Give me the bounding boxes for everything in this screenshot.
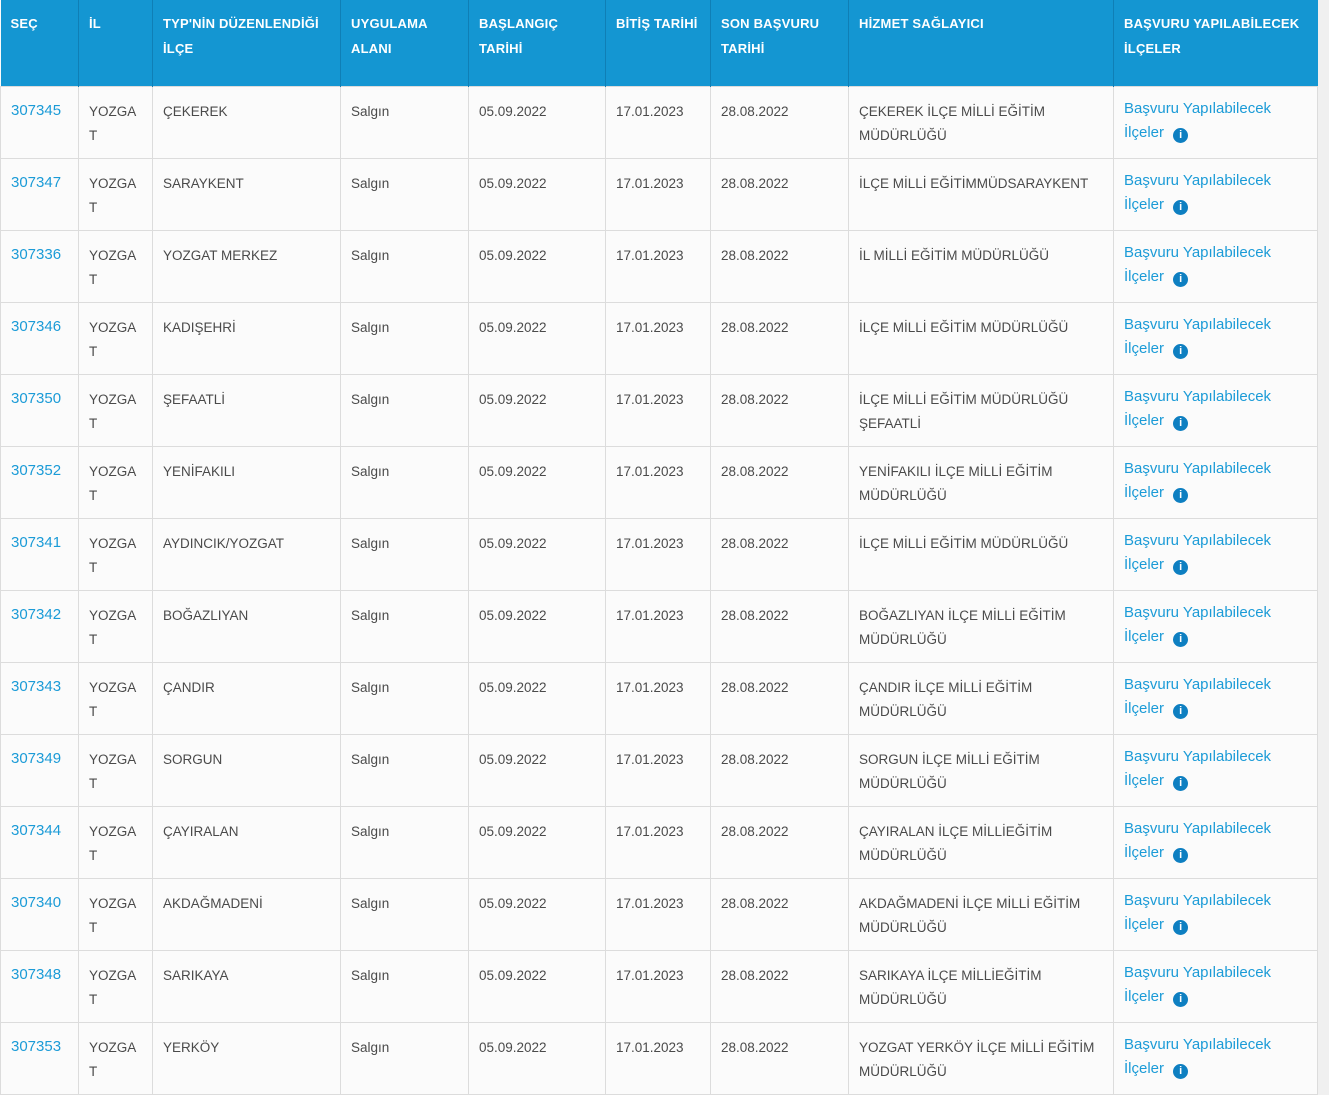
basvuru-ilceler-link-label: Başvuru Yapılabilecek İlçeler (1124, 603, 1272, 645)
table-row (1, 86, 1318, 158)
table-header (1, 0, 1318, 86)
typ-id-link[interactable]: 307350 (11, 389, 62, 407)
basvuru-ilceler-link-label: Başvuru Yapılabilecek İlçeler (1124, 99, 1272, 141)
cell-basvuru (1114, 734, 1318, 806)
cell-il: YOZGAT (79, 806, 153, 878)
typ-id-link[interactable]: 307343 (11, 677, 62, 695)
info-icon[interactable]: i (1173, 416, 1188, 431)
cell-il: YOZGAT (79, 230, 153, 302)
cell-il: YOZGAT (79, 734, 153, 806)
cell-sec (1, 446, 79, 518)
basvuru-ilceler-link[interactable] (1124, 385, 1307, 433)
cell-basvuru (1114, 1022, 1318, 1094)
cell-son: 28.08.2022 (711, 806, 849, 878)
typ-id-link[interactable]: 307348 (11, 965, 62, 983)
table-header-row (1, 0, 1318, 86)
table-row (1, 1022, 1318, 1094)
cell-sec (1, 806, 79, 878)
cell-il: YOZGAT (79, 662, 153, 734)
table-body (1, 86, 1318, 1094)
cell-alan: Salgın (341, 230, 469, 302)
basvuru-ilceler-link[interactable] (1124, 1033, 1307, 1081)
basvuru-ilceler-link[interactable] (1124, 673, 1307, 721)
table-row (1, 446, 1318, 518)
cell-baslangic: 05.09.2022 (469, 806, 606, 878)
cell-baslangic: 05.09.2022 (469, 86, 606, 158)
info-icon[interactable]: i (1173, 560, 1188, 575)
info-icon[interactable]: i (1173, 1064, 1188, 1079)
cell-baslangic: 05.09.2022 (469, 734, 606, 806)
typ-id-link[interactable]: 307346 (11, 317, 62, 335)
cell-alan: Salgın (341, 302, 469, 374)
cell-il: YOZGAT (79, 374, 153, 446)
cell-son: 28.08.2022 (711, 590, 849, 662)
cell-baslangic: 05.09.2022 (469, 302, 606, 374)
cell-saglayici: BOĞAZLIYAN İLÇE MİLLİ EĞİTİM MÜDÜRLÜĞÜ (849, 590, 1114, 662)
column-header-ilce: TYP'NİN DÜZENLENDİĞİ İLÇE (153, 0, 341, 86)
cell-il: YOZGAT (79, 1022, 153, 1094)
info-icon[interactable]: i (1173, 992, 1188, 1007)
cell-sec (1, 518, 79, 590)
cell-il: YOZGAT (79, 158, 153, 230)
cell-alan: Salgın (341, 158, 469, 230)
column-header-basvuru: BAŞVURU YAPILABİLECEK İLÇELER (1114, 0, 1318, 86)
cell-son: 28.08.2022 (711, 662, 849, 734)
cell-bitis: 17.01.2023 (606, 950, 711, 1022)
info-icon[interactable]: i (1173, 704, 1188, 719)
basvuru-ilceler-link-label: Başvuru Yapılabilecek İlçeler (1124, 675, 1272, 717)
cell-alan: Salgın (341, 86, 469, 158)
cell-bitis: 17.01.2023 (606, 1022, 711, 1094)
cell-ilce: SARIKAYA (153, 950, 341, 1022)
basvuru-ilceler-link[interactable] (1124, 817, 1307, 865)
typ-id-link[interactable]: 307345 (11, 101, 62, 119)
cell-basvuru (1114, 446, 1318, 518)
cell-il: YOZGAT (79, 86, 153, 158)
cell-ilce: YERKÖY (153, 1022, 341, 1094)
cell-il: YOZGAT (79, 518, 153, 590)
cell-baslangic: 05.09.2022 (469, 662, 606, 734)
table-row (1, 158, 1318, 230)
basvuru-ilceler-link-label: Başvuru Yapılabilecek İlçeler (1124, 891, 1272, 933)
cell-saglayici: SORGUN İLÇE MİLLİ EĞİTİM MÜDÜRLÜĞÜ (849, 734, 1114, 806)
basvuru-ilceler-link[interactable] (1124, 601, 1307, 649)
column-header-il: İL (79, 0, 153, 86)
cell-sec (1, 86, 79, 158)
basvuru-ilceler-link[interactable] (1124, 241, 1307, 289)
table-row (1, 230, 1318, 302)
basvuru-ilceler-link[interactable] (1124, 529, 1307, 577)
table-row (1, 734, 1318, 806)
table-row (1, 662, 1318, 734)
cell-baslangic: 05.09.2022 (469, 446, 606, 518)
typ-id-link[interactable]: 307336 (11, 245, 62, 263)
cell-ilce: SORGUN (153, 734, 341, 806)
cell-il: YOZGAT (79, 302, 153, 374)
basvuru-ilceler-link[interactable] (1124, 961, 1307, 1009)
basvuru-ilceler-link-label: Başvuru Yapılabilecek İlçeler (1124, 459, 1272, 501)
typ-id-link[interactable]: 307344 (11, 821, 62, 839)
cell-alan: Salgın (341, 878, 469, 950)
cell-sec (1, 878, 79, 950)
info-icon[interactable]: i (1173, 848, 1188, 863)
cell-bitis: 17.01.2023 (606, 230, 711, 302)
cell-il: YOZGAT (79, 446, 153, 518)
cell-saglayici: AKDAĞMADENİ İLÇE MİLLİ EĞİTİM MÜDÜRLÜĞÜ (849, 878, 1114, 950)
cell-son: 28.08.2022 (711, 158, 849, 230)
cell-alan: Salgın (341, 590, 469, 662)
basvuru-ilceler-link-label: Başvuru Yapılabilecek İlçeler (1124, 387, 1272, 429)
column-header-saglayici: HİZMET SAĞLAYICI (849, 0, 1114, 86)
cell-basvuru (1114, 302, 1318, 374)
typ-id-link[interactable]: 307353 (11, 1037, 62, 1055)
cell-alan: Salgın (341, 374, 469, 446)
cell-alan: Salgın (341, 1022, 469, 1094)
cell-baslangic: 05.09.2022 (469, 590, 606, 662)
cell-bitis: 17.01.2023 (606, 86, 711, 158)
info-icon[interactable]: i (1173, 488, 1188, 503)
cell-basvuru (1114, 518, 1318, 590)
typ-id-link[interactable]: 307342 (11, 605, 62, 623)
column-header-sec: SEÇ (1, 0, 79, 86)
cell-ilce: KADIŞEHRİ (153, 302, 341, 374)
cell-ilce: BOĞAZLIYAN (153, 590, 341, 662)
cell-saglayici: YENİFAKILI İLÇE MİLLİ EĞİTİM MÜDÜRLÜĞÜ (849, 446, 1114, 518)
cell-sec (1, 734, 79, 806)
column-header-alan: UYGULAMA ALANI (341, 0, 469, 86)
basvuru-ilceler-link[interactable] (1124, 745, 1307, 793)
table-row (1, 878, 1318, 950)
cell-sec (1, 374, 79, 446)
basvuru-ilceler-link-label: Başvuru Yapılabilecek İlçeler (1124, 531, 1272, 573)
cell-alan: Salgın (341, 662, 469, 734)
column-header-bitis: BİTİŞ TARİHİ (606, 0, 711, 86)
typ-id-link[interactable]: 307341 (11, 533, 62, 551)
cell-basvuru (1114, 86, 1318, 158)
cell-sec (1, 230, 79, 302)
cell-saglayici: YOZGAT YERKÖY İLÇE MİLLİ EĞİTİM MÜDÜRLÜĞÜ (849, 1022, 1114, 1094)
cell-bitis: 17.01.2023 (606, 734, 711, 806)
table-row (1, 950, 1318, 1022)
basvuru-ilceler-link[interactable] (1124, 889, 1307, 937)
basvuru-ilceler-link[interactable] (1124, 457, 1307, 505)
cell-basvuru (1114, 230, 1318, 302)
cell-ilce: ŞEFAATLİ (153, 374, 341, 446)
cell-son: 28.08.2022 (711, 86, 849, 158)
info-icon[interactable]: i (1173, 920, 1188, 935)
info-icon[interactable]: i (1173, 632, 1188, 647)
cell-son: 28.08.2022 (711, 302, 849, 374)
basvuru-ilceler-link-label: Başvuru Yapılabilecek İlçeler (1124, 747, 1272, 789)
cell-basvuru (1114, 878, 1318, 950)
column-header-baslangic: BAŞLANGIÇ TARİHİ (469, 0, 606, 86)
basvuru-ilceler-link-label: Başvuru Yapılabilecek İlçeler (1124, 315, 1272, 357)
cell-baslangic: 05.09.2022 (469, 1022, 606, 1094)
cell-ilce: SARAYKENT (153, 158, 341, 230)
cell-saglayici: İL MİLLİ EĞİTİM MÜDÜRLÜĞÜ (849, 230, 1114, 302)
basvuru-ilceler-link[interactable] (1124, 97, 1307, 145)
cell-il: YOZGAT (79, 878, 153, 950)
cell-baslangic: 05.09.2022 (469, 950, 606, 1022)
cell-sec (1, 590, 79, 662)
cell-ilce: ÇANDIR (153, 662, 341, 734)
basvuru-ilceler-link-label: Başvuru Yapılabilecek İlçeler (1124, 1035, 1272, 1077)
cell-saglayici: İLÇE MİLLİ EĞİTİM MÜDÜRLÜĞÜ ŞEFAATLİ (849, 374, 1114, 446)
cell-son: 28.08.2022 (711, 518, 849, 590)
table-row (1, 518, 1318, 590)
cell-sec (1, 302, 79, 374)
basvuru-ilceler-link-label: Başvuru Yapılabilecek İlçeler (1124, 819, 1272, 861)
cell-son: 28.08.2022 (711, 950, 849, 1022)
cell-bitis: 17.01.2023 (606, 590, 711, 662)
cell-baslangic: 05.09.2022 (469, 518, 606, 590)
cell-bitis: 17.01.2023 (606, 446, 711, 518)
cell-bitis: 17.01.2023 (606, 374, 711, 446)
cell-bitis: 17.01.2023 (606, 662, 711, 734)
cell-alan: Salgın (341, 518, 469, 590)
typ-id-link[interactable]: 307352 (11, 461, 62, 479)
table-row (1, 806, 1318, 878)
cell-basvuru (1114, 950, 1318, 1022)
basvuru-ilceler-link[interactable] (1124, 169, 1307, 217)
cell-alan: Salgın (341, 734, 469, 806)
cell-son: 28.08.2022 (711, 878, 849, 950)
cell-il: YOZGAT (79, 950, 153, 1022)
cell-bitis: 17.01.2023 (606, 878, 711, 950)
cell-il: YOZGAT (79, 590, 153, 662)
cell-alan: Salgın (341, 446, 469, 518)
cell-saglayici: İLÇE MİLLİ EĞİTİM MÜDÜRLÜĞÜ (849, 518, 1114, 590)
cell-ilce: ÇEKEREK (153, 86, 341, 158)
typ-id-link[interactable]: 307347 (11, 173, 62, 191)
info-icon[interactable]: i (1173, 344, 1188, 359)
cell-saglayici: İLÇE MİLLİ EĞİTİM MÜDÜRLÜĞÜ (849, 302, 1114, 374)
cell-son: 28.08.2022 (711, 446, 849, 518)
basvuru-ilceler-link-label: Başvuru Yapılabilecek İlçeler (1124, 243, 1272, 285)
cell-son: 28.08.2022 (711, 1022, 849, 1094)
cell-baslangic: 05.09.2022 (469, 230, 606, 302)
column-header-son: SON BAŞVURU TARİHİ (711, 0, 849, 86)
cell-son: 28.08.2022 (711, 734, 849, 806)
cell-sec (1, 1022, 79, 1094)
cell-saglayici: ÇAYIRALAN İLÇE MİLLİEĞİTİM MÜDÜRLÜĞÜ (849, 806, 1114, 878)
cell-son: 28.08.2022 (711, 230, 849, 302)
info-icon[interactable]: i (1173, 128, 1188, 143)
cell-baslangic: 05.09.2022 (469, 374, 606, 446)
cell-alan: Salgın (341, 806, 469, 878)
basvuru-ilceler-link-label: Başvuru Yapılabilecek İlçeler (1124, 963, 1272, 1005)
cell-ilce: AYDINCIK/YOZGAT (153, 518, 341, 590)
cell-ilce: ÇAYIRALAN (153, 806, 341, 878)
table-row (1, 590, 1318, 662)
cell-ilce: AKDAĞMADENİ (153, 878, 341, 950)
basvuru-ilceler-link-label: Başvuru Yapılabilecek İlçeler (1124, 171, 1272, 213)
cell-baslangic: 05.09.2022 (469, 158, 606, 230)
typ-id-link[interactable]: 307340 (11, 893, 62, 911)
info-icon[interactable]: i (1173, 272, 1188, 287)
typ-id-link[interactable]: 307349 (11, 749, 62, 767)
cell-sec (1, 662, 79, 734)
cell-basvuru (1114, 662, 1318, 734)
cell-basvuru (1114, 590, 1318, 662)
basvuru-ilceler-link[interactable] (1124, 313, 1307, 361)
cell-saglayici: SARIKAYA İLÇE MİLLİEĞİTİM MÜDÜRLÜĞÜ (849, 950, 1114, 1022)
cell-basvuru (1114, 806, 1318, 878)
table-row (1, 302, 1318, 374)
cell-bitis: 17.01.2023 (606, 158, 711, 230)
cell-bitis: 17.01.2023 (606, 806, 711, 878)
cell-ilce: YENİFAKILI (153, 446, 341, 518)
cell-son: 28.08.2022 (711, 374, 849, 446)
cell-sec (1, 158, 79, 230)
cell-ilce: YOZGAT MERKEZ (153, 230, 341, 302)
cell-bitis: 17.01.2023 (606, 518, 711, 590)
cell-saglayici: ÇEKEREK İLÇE MİLLİ EĞİTİM MÜDÜRLÜĞÜ (849, 86, 1114, 158)
table-row (1, 374, 1318, 446)
info-icon[interactable]: i (1173, 200, 1188, 215)
cell-basvuru (1114, 158, 1318, 230)
cell-baslangic: 05.09.2022 (469, 878, 606, 950)
cell-alan: Salgın (341, 950, 469, 1022)
cell-saglayici: İLÇE MİLLİ EĞİTİMMÜDSARAYKENT (849, 158, 1114, 230)
cell-sec (1, 950, 79, 1022)
info-icon[interactable]: i (1173, 776, 1188, 791)
cell-bitis: 17.01.2023 (606, 302, 711, 374)
cell-basvuru (1114, 374, 1318, 446)
cell-saglayici: ÇANDIR İLÇE MİLLİ EĞİTİM MÜDÜRLÜĞÜ (849, 662, 1114, 734)
